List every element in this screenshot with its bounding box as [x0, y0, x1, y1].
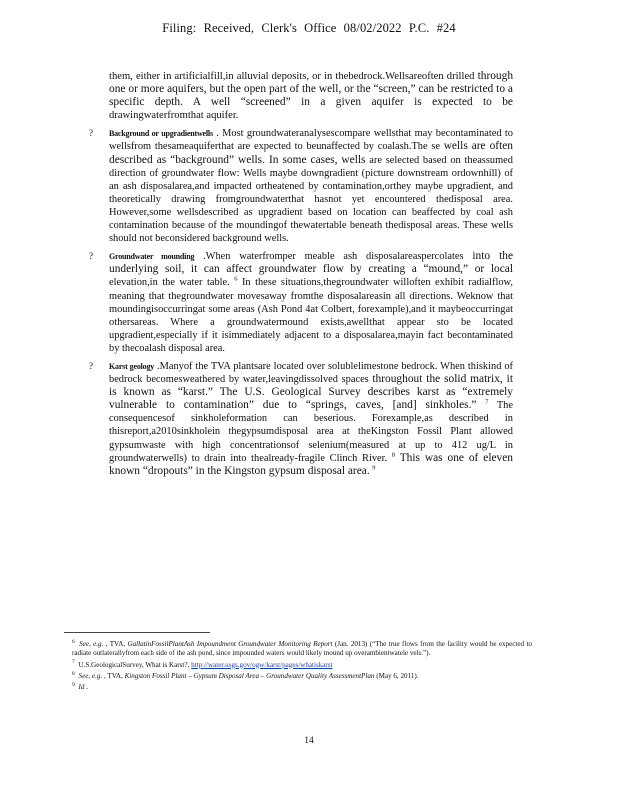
- body-text: [89, 70, 514, 478]
- bullet-text-b: wells are often described as “background” wells. In some cases, wells: [109, 140, 513, 166]
- filing-header: [0, 21, 618, 36]
- footnotes: [72, 640, 532, 694]
- bullet-term: Groundwater mounding: [109, 252, 195, 262]
- footnote-ref[interactable]: 8: [391, 451, 396, 459]
- footnote-lead: U.S.GeologicalSurvey,: [78, 660, 144, 669]
- intro-text-large: through one or more aquifers, but the open part of the well, or the “screen,” can be restricted to a specific depth. A well “screened” in a given aquifer is expected to be: [109, 70, 514, 109]
- filing-label: Filing:: [162, 21, 197, 35]
- footnote-title: Kingston Fossil Plant – Gypsum Disposal Area – Groundwater Quality AssessmentPlan: [124, 671, 375, 680]
- bullet-text-c: The consequencesof sinkholeformation can beserious. Forexample,as described in thisreport,a2010sinkholein thegypsumdisposal area at theKingston Fossil Plant allowed gypsumwaste with high concentrationsof selenium(measured at up to 412 ug/L in groundwaterwells) to drain into thealready-fragile Clinch River.: [109, 400, 513, 464]
- bullet-term: Karst geology: [109, 361, 155, 371]
- footnote-rest: (“The true flows from the facility would be expected to radiate outlaterallyfrom each side of the ash pond, since impounded waters would likely mound up overambientwatele vels.”).: [72, 640, 532, 658]
- intro-text-small: them, either in artificialfill,in alluvial deposits, or in thebedrock.Wellsareoften drilled: [109, 71, 475, 82]
- footnote-number: 7: [72, 659, 75, 666]
- bullet-marker: ?: [89, 360, 93, 371]
- footnote-lead: See, e.g. ,: [78, 671, 106, 680]
- footnote-link[interactable]: http://water.usgs.gov/ogw/karst/pages/whatiskarst: [191, 660, 333, 669]
- bullet-text-b: throughout the solid matrix, it is known as “karst.” The U.S. Geological Survey describes karst as “extremely vulnerable to contamination” due to “springs, caves, [and] sinkholes.”: [109, 373, 513, 412]
- bullet-text-a: .When waterfromper meable ash disposalareaspercolates: [203, 251, 464, 263]
- intro-text-tail: drawingwaterfromthat aquifer.: [109, 110, 239, 122]
- footnote-ref[interactable]: 9: [372, 464, 376, 472]
- pc-label: P.C.: [408, 21, 430, 35]
- footnote-divider: [64, 632, 210, 633]
- footnote-number: 8: [72, 670, 75, 677]
- bullet-karst-geology: [89, 360, 513, 478]
- bullet-text-a: .Manyof the TVA plantsare located over solublelimestone bedrock. When thiskind of bedrock becomesweathered by water,leavingdissolved spaces: [109, 360, 513, 386]
- bullet-groundwater-mounding: [89, 250, 514, 355]
- footnote-lead: Id .: [78, 683, 88, 692]
- footnote-number: 6: [72, 638, 75, 645]
- bullet-text-d: This was one of eleven known “dropouts” in the Kingston gypsum disposal area.: [109, 451, 513, 477]
- footnote-ref[interactable]: 7: [485, 398, 489, 406]
- clerk-office: Clerk's Office: [261, 21, 337, 35]
- bullet-text-d: In these situations,thegroundwater willoften exhibit radialflow, meaning that thegroundwater movesaway fromthe disposalareasin all directions. Weknow that moundingisoccurringat some areas (Ash Pond 4at Colbert, forexample),and it maybeoccurringat othersareas. Where a groundwatermound exists,awellthat appear sto be located upgradient,especially if it isimmediately adjacent to a disposalarea,mayin fact becontaminated by thecoalash disposal area.: [109, 277, 513, 354]
- page-number: 14: [304, 736, 314, 746]
- footnote-ref[interactable]: 6: [234, 275, 238, 283]
- footnote-lead: See, e.g. ,: [79, 640, 108, 648]
- pc-number: #24: [436, 21, 456, 35]
- footnote-6: [72, 640, 532, 659]
- intro-paragraph: [109, 70, 513, 122]
- footnote-number: 9: [72, 681, 75, 688]
- bullet-text-b: into the underlying soil, it can affect groundwater flow by creating a “mound,” or local: [109, 250, 514, 276]
- footnote-date: (May 6, 2011).: [376, 671, 419, 680]
- bullet-text-a: . Most groundwateranalysescompare wellsthat may becontaminated to wellsfrom thesameaquiferthat are expected to beunaffected by coalash.The se: [109, 128, 514, 153]
- footnote-org: TVA,: [107, 671, 123, 680]
- filing-status: Received,: [203, 21, 255, 35]
- footnote-7: [72, 661, 532, 670]
- footnote-date: (Jan. 2013): [334, 640, 368, 648]
- footnote-org: TVA,: [109, 640, 126, 648]
- filing-date: 08/02/2022: [343, 21, 402, 35]
- bullet-text-c: are selected based on theassumed direction of groundwater flow: Wells maybe downgradient (picture downstream ordownhill) of an ash disposalarea,and impacted ortheatened by contamination,orthey maybe upgradient, and theoretically drawing fromgroundwaterthat hasnot yet encountered thedisposal area. However,some wellsdescribed as upgradient based on location can beaffected by coal ash contamination because of the moundingof thewatertable beneath thedisposal areas. These wells should not beconsidered background wells.: [109, 154, 513, 245]
- footnote-8: [72, 672, 532, 681]
- footnote-title: GallatinFossilPlantAsh Impoundment Groundwater Monitoring Report: [127, 640, 333, 648]
- bullet-text-c: elevation,in the water table.: [109, 277, 230, 289]
- bullet-background-wells: [89, 127, 514, 245]
- bullet-term: Background or upgradientwells: [109, 129, 213, 139]
- bullet-marker: ?: [89, 128, 93, 139]
- footnote-title: What is Karst?,: [145, 660, 190, 669]
- bullet-marker: ?: [89, 251, 93, 262]
- footnote-9: [72, 683, 532, 692]
